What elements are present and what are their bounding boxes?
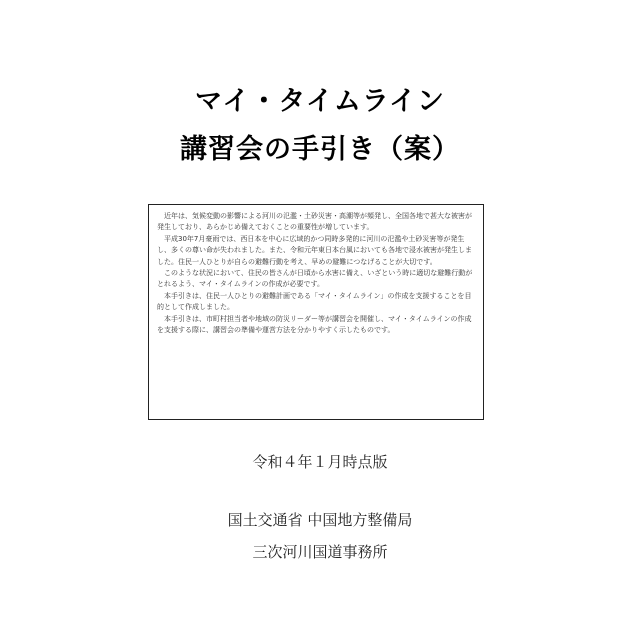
- title-block: [0, 82, 640, 170]
- intro-paragraph: このような状況において、住民の皆さんが日頃から水害に備え、いざという時に適切な避難行動がとれるよう、マイ・タイムラインの作成が必要です。: [157, 269, 473, 289]
- intro-paragraph: 本手引きは、住民一人ひとりの避難計画である「マイ・タイムライン」の作成を支援することを目的として作成しました。: [157, 291, 472, 312]
- intro-paragraph: 近年は、気候変動の影響による河川の氾濫・土砂災害・高潮等が頻発し、全国各地で甚大な被害が発生しており、あらかじめ備えておくことの重要性が増しています。: [157, 212, 472, 232]
- edition-date: 令和４年１月時点版: [252, 453, 388, 471]
- introduction-box: [148, 204, 484, 420]
- publisher-office: 三次河川国道事務所: [252, 543, 388, 561]
- intro-paragraph: 本手引きは、市町村担当者や地域の防災リーダー等が講習会を開催し、マイ・タイムラインの作成を支援する際に、講習会の準備や運営方法を分かりやすく示したものです。: [157, 314, 472, 335]
- publisher-ministry: 国土交通省 中国地方整備局: [227, 511, 413, 529]
- publisher-block: [0, 510, 640, 562]
- document-title: マイ・タイムライン: [194, 86, 446, 117]
- intro-paragraph: 平成30年7月豪雨では、西日本を中心に広域的かつ同時多発的に河川の氾濫や土砂災害等が発生し、多くの尊い命が失われました。また、令和元年東日本台風においても各地で浸水被害が発生しました。住民一人ひとりが自らの避難行動を考え、早めの避難につなげることが大切です。: [157, 234, 472, 266]
- document-subtitle: 講習会の手引き（案）: [180, 134, 460, 165]
